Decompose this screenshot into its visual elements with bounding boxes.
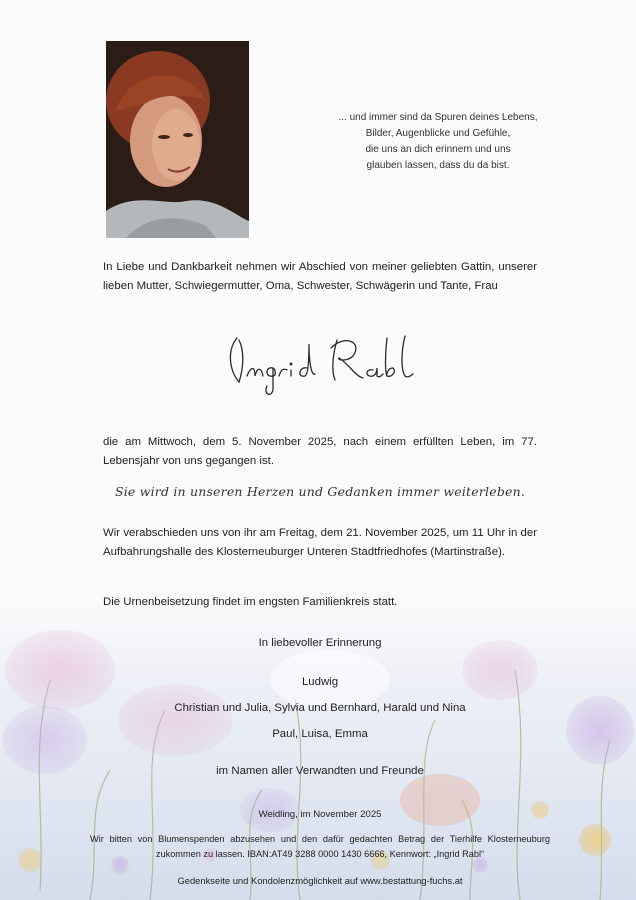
- place-date: Weidling, im November 2025: [258, 809, 382, 820]
- family-line-spouse: Ludwig: [301, 676, 339, 688]
- relatives-line: im Namen aller Verwandten und Freunde: [216, 765, 424, 777]
- memory-heading: In liebevoller Erinnerung: [258, 637, 382, 649]
- death-notice-text: die am Mittwoch, dem 5. November 2025, nach einem erfüllten Leben, im 77. Lebensjahr von uns gegangen ist.: [103, 436, 537, 467]
- donation-request: Wir bitten von Blumenspenden abzusehen und den dafür gedachten Betrag der Tierhilfe Klosterneuburg zukommen zu lassen. IBAN:AT49 3288 0000 1430 6666, Kennwort: „Ingrid Rabl“: [90, 834, 550, 859]
- urn-burial-note: Die Urnenbeisetzung findet im engsten Familienkreis statt.: [103, 596, 398, 608]
- quote-line: ... und immer sind da Spuren deines Lebens,: [338, 112, 538, 123]
- quote-line: Bilder, Augenblicke und Gefühle,: [365, 128, 511, 139]
- intro-text: In Liebe und Dankbarkeit nehmen wir Abschied von meiner geliebten Gattin, unserer lieben Mutter, Schwiegermutter, Oma, Schwester, Schwägerin und Tante, Frau: [103, 261, 537, 292]
- family-line-children: Christian und Julia, Sylvia und Bernhard, Harald und Nina: [174, 702, 466, 714]
- funeral-details: Wir verabschieden uns von ihr am Freitag, dem 21. November 2025, um 11 Uhr in der Aufbahrungshalle des Klosterneuburger Unteren Stadtfriedhofes (Martinstraße).: [103, 527, 537, 558]
- portrait-image: [106, 41, 249, 238]
- quote-line: die uns an dich erinnern und uns: [365, 144, 511, 155]
- quote-line: glauben lassen, dass du da bist.: [366, 160, 510, 171]
- family-line-grandchildren: Paul, Luisa, Emma: [272, 728, 368, 740]
- portrait-photo: [106, 41, 249, 238]
- quote-block: [320, 110, 556, 174]
- deceased-name-script: [225, 330, 425, 400]
- memorial-website: Gedenkseite und Kondolenzmöglichkeit auf www.bestattung-fuchs.at: [177, 875, 463, 886]
- memorial-motto: Sie wird in unseren Herzen und Gedanken immer weiterleben.: [114, 484, 526, 499]
